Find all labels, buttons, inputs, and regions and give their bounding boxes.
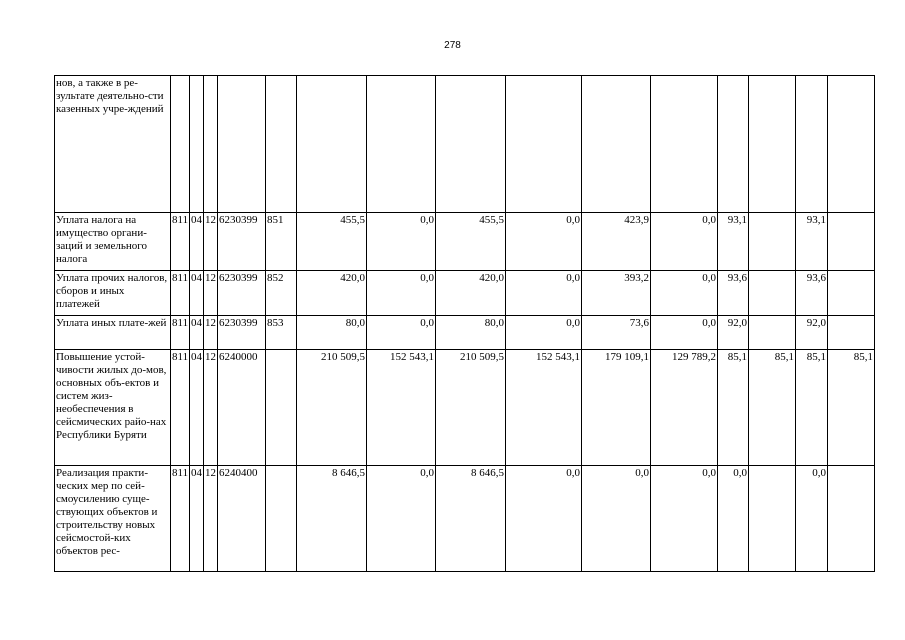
amount-cell [367, 76, 436, 213]
vr-code-cell: 852 [266, 271, 297, 316]
csr-code-cell: 6240000 [218, 350, 266, 466]
table-row [55, 350, 875, 466]
amount-cell: 210 509,5 [436, 350, 506, 466]
amount-cell: 0,0 [367, 213, 436, 271]
amount-cell [582, 76, 651, 213]
amount-cell: 210 509,5 [297, 350, 367, 466]
pr-code-cell: 12 [204, 271, 218, 316]
rz-code-cell: 04 [190, 466, 204, 572]
amount-cell: 0,0 [651, 316, 718, 350]
item-name-cell: Повышение устой-чивости жилых до-мов, основных объ-ектов и систем жиз-необеспечения в сейсмических райо-нах Республики Буряти [55, 350, 171, 466]
vr-code-cell [266, 350, 297, 466]
percent-cell: 92,0 [796, 316, 828, 350]
budget-table [54, 75, 875, 572]
percent-cell [749, 213, 796, 271]
amount-cell [297, 76, 367, 213]
pr-code-cell: 12 [204, 213, 218, 271]
gr-code-cell: 811 [171, 466, 190, 572]
amount-cell: 80,0 [297, 316, 367, 350]
percent-cell [749, 316, 796, 350]
percent-cell: 0,0 [718, 466, 749, 572]
amount-cell: 152 543,1 [367, 350, 436, 466]
amount-cell: 0,0 [367, 466, 436, 572]
item-name-cell: Уплата иных плате-жей [55, 316, 171, 350]
percent-cell: 93,6 [718, 271, 749, 316]
csr-code-cell: 6240400 [218, 466, 266, 572]
percent-cell: 93,6 [796, 271, 828, 316]
rz-code-cell: 04 [190, 213, 204, 271]
amount-cell: 73,6 [582, 316, 651, 350]
percent-cell: 85,1 [796, 350, 828, 466]
amount-cell: 455,5 [297, 213, 367, 271]
amount-cell: 0,0 [582, 466, 651, 572]
rz-code-cell [190, 76, 204, 213]
amount-cell: 455,5 [436, 213, 506, 271]
amount-cell: 0,0 [367, 271, 436, 316]
percent-cell: 85,1 [828, 350, 875, 466]
amount-cell [506, 76, 582, 213]
amount-cell: 8 646,5 [436, 466, 506, 572]
amount-cell: 420,0 [436, 271, 506, 316]
table-row [55, 76, 875, 213]
percent-cell: 0,0 [796, 466, 828, 572]
amount-cell: 0,0 [651, 466, 718, 572]
table-row [55, 316, 875, 350]
amount-cell: 80,0 [436, 316, 506, 350]
item-name-cell: Реализация практи-ческих мер по сей-смоусилению суще-ствующих объектов и строительству новых сейсмостой-ких объектов рес- [55, 466, 171, 572]
percent-cell [749, 76, 796, 213]
csr-code-cell [218, 76, 266, 213]
gr-code-cell: 811 [171, 316, 190, 350]
table-body [55, 76, 875, 572]
csr-code-cell: 6230399 [218, 213, 266, 271]
amount-cell: 179 109,1 [582, 350, 651, 466]
gr-code-cell: 811 [171, 213, 190, 271]
page-number: 278 [444, 40, 461, 51]
item-name-cell: Уплата налога на имущество органи-заций и земельного налога [55, 213, 171, 271]
amount-cell: 0,0 [506, 466, 582, 572]
vr-code-cell [266, 76, 297, 213]
amount-cell: 420,0 [297, 271, 367, 316]
rz-code-cell: 04 [190, 316, 204, 350]
amount-cell [436, 76, 506, 213]
pr-code-cell: 12 [204, 350, 218, 466]
amount-cell: 152 543,1 [506, 350, 582, 466]
percent-cell [749, 271, 796, 316]
csr-code-cell: 6230399 [218, 316, 266, 350]
table-row [55, 271, 875, 316]
amount-cell: 8 646,5 [297, 466, 367, 572]
amount-cell [651, 76, 718, 213]
item-name-cell: Уплата прочих налогов, сборов и иных платежей [55, 271, 171, 316]
amount-cell: 0,0 [367, 316, 436, 350]
item-name-cell: нов, а также в ре-зультате деятельно-сти казенных учре-ждений [55, 76, 171, 213]
amount-cell: 129 789,2 [651, 350, 718, 466]
gr-code-cell [171, 76, 190, 213]
vr-code-cell: 853 [266, 316, 297, 350]
pr-code-cell: 12 [204, 466, 218, 572]
percent-cell [796, 76, 828, 213]
rz-code-cell: 04 [190, 350, 204, 466]
gr-code-cell: 811 [171, 271, 190, 316]
amount-cell: 0,0 [506, 271, 582, 316]
vr-code-cell [266, 466, 297, 572]
pr-code-cell [204, 76, 218, 213]
percent-cell [749, 466, 796, 572]
amount-cell: 393,2 [582, 271, 651, 316]
percent-cell [828, 316, 875, 350]
table-row [55, 213, 875, 271]
table-row [55, 466, 875, 572]
pr-code-cell: 12 [204, 316, 218, 350]
percent-cell [828, 213, 875, 271]
percent-cell [828, 271, 875, 316]
percent-cell [828, 76, 875, 213]
gr-code-cell: 811 [171, 350, 190, 466]
percent-cell: 85,1 [749, 350, 796, 466]
amount-cell: 0,0 [506, 316, 582, 350]
percent-cell: 93,1 [718, 213, 749, 271]
percent-cell: 85,1 [718, 350, 749, 466]
percent-cell: 92,0 [718, 316, 749, 350]
amount-cell: 0,0 [506, 213, 582, 271]
vr-code-cell: 851 [266, 213, 297, 271]
csr-code-cell: 6230399 [218, 271, 266, 316]
percent-cell [718, 76, 749, 213]
percent-cell [828, 466, 875, 572]
rz-code-cell: 04 [190, 271, 204, 316]
percent-cell: 93,1 [796, 213, 828, 271]
amount-cell: 423,9 [582, 213, 651, 271]
amount-cell: 0,0 [651, 213, 718, 271]
amount-cell: 0,0 [651, 271, 718, 316]
